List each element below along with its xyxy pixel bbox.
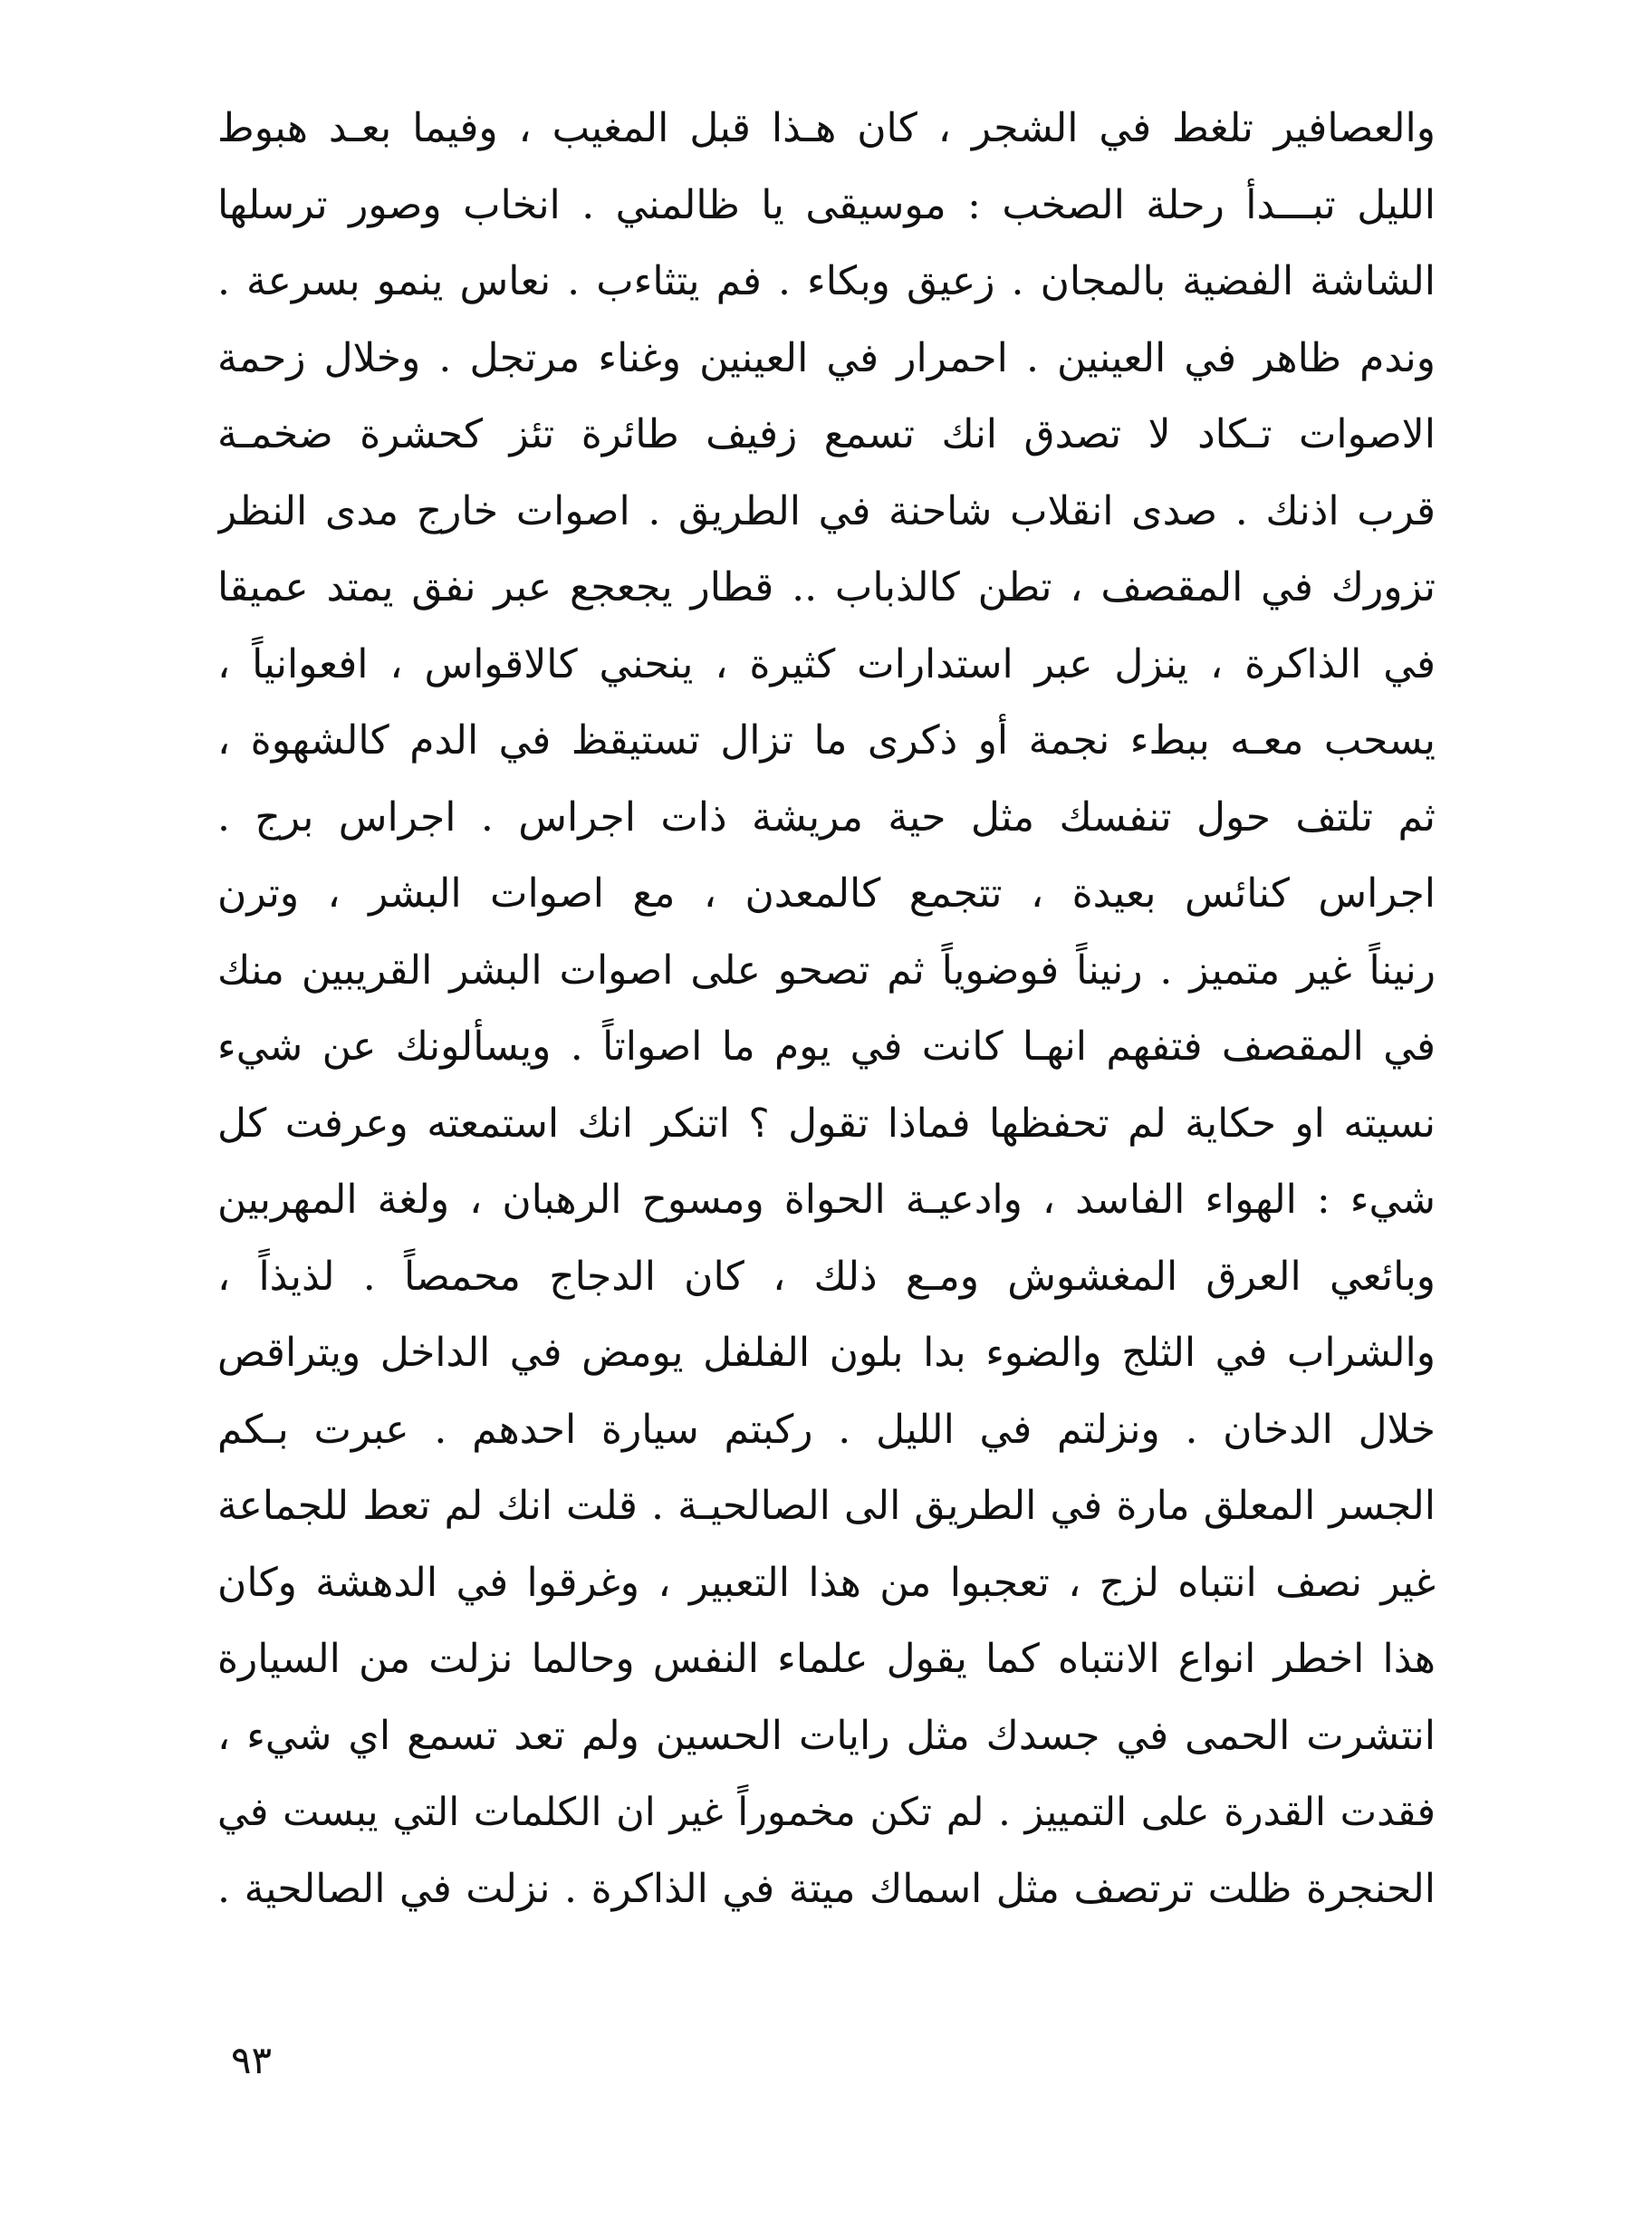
- text-line-8: في الذاكرة ، ينزل عبر استدارات كثيرة ، ينحني كالاقواس ، افعوانياً ،: [217, 640, 1436, 687]
- text-line-20: غير نصف انتباه لزج ، تعجبوا من هذا التعبير ، وغرقوا في الدهشة وكان: [217, 1559, 1436, 1606]
- text-line-19: الجسر المعلق مارة في الطريق الى الصالحيـة . قلت انك لم تعط للجماعة: [217, 1483, 1436, 1529]
- page-number: ٩٣: [231, 2038, 273, 2082]
- text-line-15: شيء : الهواء الفاسد ، وادعيـة الحواة ومسوح الرهبان ، ولغة المهربين: [217, 1177, 1436, 1223]
- text-line-17: والشراب في الثلج والضوء بدا بلون الفلفل يومض في الداخل ويتراقص: [217, 1330, 1436, 1376]
- text-line-10: ثم تلتف حول تنفسك مثل حية مريشة ذات اجراس . اجراس برج .: [217, 793, 1436, 841]
- text-line-24: الحنجرة ظلت ترتصف مثل اسماك ميتة في الذاكرة . نزلت في الصالحية .: [217, 1865, 1436, 1912]
- text-line-14: نسيته او حكاية لم تحفظها فماذا تقول ؟ اتنكر انك استمعته وعرفت كل: [217, 1100, 1436, 1147]
- text-line-5: الاصوات تـكاد لا تصدق انك تسمع زفيف طائرة تئز كحشرة ضخمـة: [217, 411, 1436, 457]
- text-line-22: انتشرت الحمى في جسدك مثل رايات الحسين ولم تعد تسمع اي شيء ،: [217, 1712, 1436, 1759]
- text-line-4: وندم ظاهر في العينين . احمرار في العينين وغناء مرتجل . وخلال زحمة: [217, 334, 1436, 381]
- text-line-2: الليل تبـــدأ رحلة الصخب : موسيقى يا ظالمني . انخاب وصور ترسلها: [217, 181, 1436, 228]
- text-line-7: تزورك في المقصف ، تطن كالذباب .. قطار يجعجع عبر نفق يمتد عميقا: [217, 564, 1436, 610]
- text-line-6: قرب اذنك . صدى انقلاب شاحنة في الطريق . اصوات خارج مدى النظر: [217, 487, 1436, 534]
- text-line-11: اجراس كنائس بعيدة ، تتجمع كالمعدن ، مع اصوات البشر ، وترن: [217, 870, 1436, 917]
- text-line-16: وبائعي العرق المغشوش ومـع ذلك ، كان الدجاج محمصاً . لذيذاً ،: [217, 1253, 1436, 1300]
- body-text: [217, 91, 1436, 1927]
- text-line-18: خلال الدخان . ونزلتم في الليل . ركبتم سيارة احدهم . عبرت بـكم: [217, 1406, 1436, 1453]
- text-line-12: رنيناً غير متميز . رنيناً فوضوياً ثم تصحو على اصوات البشر القريبين منك: [217, 947, 1436, 994]
- text-line-1: والعصافير تلغط في الشجر ، كان هـذا قبل المغيب ، وفيما بعـد هبوط: [217, 105, 1436, 151]
- text-line-3: الشاشة الفضية بالمجان . زعيق وبكاء . فم يتثاءب . نعاس ينمو بسرعة .: [217, 258, 1436, 304]
- text-line-13: في المقصف فتفهم انهـا كانت في يوم ما اصواتاً . ويسألونك عن شيء: [217, 1023, 1436, 1070]
- text-line-21: هذا اخطر انواع الانتباه كما يقول علماء النفس وحالما نزلت من السيارة: [217, 1636, 1436, 1682]
- text-line-23: فقدت القدرة على التمييز . لم تكن مخموراً غير ان الكلمات التي يبست في: [217, 1790, 1436, 1835]
- text-line-9: يسحب معـه ببطء نجمة أو ذكرى ما تزال تستيقظ في الدم كالشهوة ،: [217, 717, 1436, 764]
